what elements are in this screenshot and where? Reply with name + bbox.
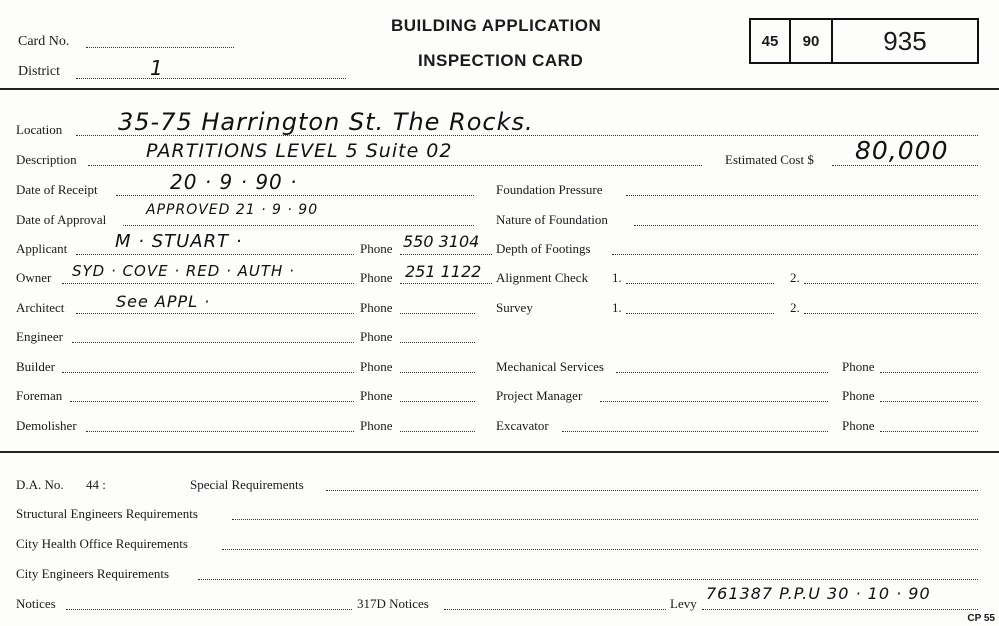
applicant-phone-value: 550 3104 [403, 232, 480, 251]
estimated-cost-label: Estimated Cost $ [725, 152, 814, 167]
levy-line [702, 609, 978, 610]
mechanical-phone-line [880, 372, 978, 373]
district-label: District [18, 64, 60, 79]
excavator-line [562, 431, 828, 432]
engineer-line [72, 342, 354, 343]
owner-phone-label: Phone [360, 270, 393, 285]
card-no-line [86, 47, 234, 48]
survey-1-label: 1. [612, 300, 622, 315]
nature-of-foundation-line [634, 225, 978, 226]
engineer-phone-line [400, 342, 475, 343]
project-manager-line [600, 401, 828, 402]
owner-value: SYD · COVE · RED · AUTH · [72, 262, 295, 280]
depth-of-footings-label: Depth of Footings [496, 241, 591, 256]
excavator-phone-label: Phone [842, 418, 875, 433]
foreman-phone-line [400, 401, 475, 402]
da-no-value: 44 : [86, 477, 106, 492]
health-requirements-label: City Health Office Requirements [16, 536, 188, 551]
levy-label: Levy [670, 596, 697, 611]
box1-value: 45 [761, 32, 779, 50]
survey-2-label: 2. [790, 300, 800, 315]
receipt-line [116, 195, 474, 196]
da-no-label: D.A. No. [16, 477, 64, 492]
survey-1-line [626, 313, 774, 314]
architect-value: See APPL · [116, 292, 211, 311]
engineer-phone-label: Phone [360, 329, 393, 344]
description-value: PARTITIONS LEVEL 5 Suite 02 [146, 140, 453, 162]
excavator-phone-line [880, 431, 978, 432]
architect-phone-line [400, 313, 475, 314]
structural-requirements-line [232, 519, 978, 520]
foreman-phone-label: Phone [360, 388, 393, 403]
owner-label: Owner [16, 270, 52, 285]
demolisher-label: Demolisher [16, 418, 77, 433]
location-label: Location [16, 122, 63, 137]
foundation-pressure-line [626, 195, 978, 196]
location-value: 35-75 Harrington St. The Rocks. [118, 108, 534, 136]
receipt-value: 20 · 9 · 90 · [170, 170, 298, 194]
applicant-line [76, 254, 354, 255]
project-manager-phone-label: Phone [842, 388, 875, 403]
title-line1: BUILDING APPLICATION [391, 16, 602, 35]
mechanical-services-line [616, 372, 828, 373]
engineer-label: Engineer [16, 329, 63, 344]
nature-of-foundation-label: Nature of Foundation [496, 212, 608, 227]
notices-label: Notices [16, 596, 56, 611]
special-requirements-label: Special Requirements [190, 477, 304, 492]
approval-label: Date of Approval [16, 212, 107, 227]
owner-phone-line [400, 283, 492, 284]
description-label: Description [16, 152, 77, 167]
alignment-check-1-label: 1. [612, 270, 622, 285]
applicant-value: M · STUART · [115, 231, 243, 252]
approval-line [123, 225, 474, 226]
excavator-label: Excavator [496, 418, 549, 433]
divider-top [0, 88, 999, 90]
special-requirements-line [326, 490, 978, 491]
applicant-label: Applicant [16, 241, 68, 256]
foundation-pressure-label: Foundation Pressure [496, 182, 603, 197]
divider-bottom [0, 451, 999, 453]
box2-value: 90 [802, 32, 820, 50]
receipt-label: Date of Receipt [16, 182, 98, 197]
depth-of-footings-line [612, 254, 978, 255]
alignment-check-1-line [626, 283, 774, 284]
card-number-box-3 [831, 18, 979, 64]
card-no-label: Card No. [18, 34, 70, 49]
owner-phone-value: 251 1122 [405, 262, 482, 281]
owner-line [62, 283, 354, 284]
notices-317d-line [444, 609, 666, 610]
city-engineers-requirements-label: City Engineers Requirements [16, 566, 170, 581]
levy-value: 761387 P.P.U 30 · 10 · 90 [706, 584, 931, 603]
architect-phone-label: Phone [360, 300, 393, 315]
mechanical-services-label: Mechanical Services [496, 359, 604, 374]
form-code: CP 55 [967, 613, 995, 624]
notices-317d-label: 317D Notices [357, 596, 429, 611]
city-engineers-requirements-line [198, 579, 978, 580]
card-number-box-1 [749, 18, 791, 64]
title-line2: INSPECTION CARD [418, 51, 584, 70]
estimated-cost-line [832, 165, 978, 166]
builder-phone-label: Phone [360, 359, 393, 374]
demolisher-phone-line [400, 431, 475, 432]
alignment-check-2-label: 2. [790, 270, 800, 285]
description-line [88, 165, 702, 166]
mechanical-phone-label: Phone [842, 359, 875, 374]
approval-value: APPROVED 21 · 9 · 90 [146, 202, 319, 218]
builder-phone-line [400, 372, 475, 373]
foreman-label: Foreman [16, 388, 63, 403]
box3-value: 935 [883, 25, 927, 56]
district-line [76, 78, 346, 79]
district-value: 1 [150, 56, 164, 80]
alignment-check-label: Alignment Check [496, 270, 589, 285]
project-manager-phone-line [880, 401, 978, 402]
project-manager-label: Project Manager [496, 388, 583, 403]
notices-line [66, 609, 352, 610]
architect-line [76, 313, 354, 314]
architect-label: Architect [16, 300, 65, 315]
applicant-phone-line [400, 254, 492, 255]
structural-requirements-label: Structural Engineers Requirements [16, 506, 198, 521]
alignment-check-2-line [804, 283, 978, 284]
foreman-line [70, 401, 354, 402]
builder-label: Builder [16, 359, 55, 374]
applicant-phone-label: Phone [360, 241, 393, 256]
demolisher-phone-label: Phone [360, 418, 393, 433]
health-requirements-line [222, 549, 978, 550]
demolisher-line [86, 431, 354, 432]
estimated-cost-value: 80,000 [855, 136, 949, 165]
survey-2-line [804, 313, 978, 314]
builder-line [62, 372, 354, 373]
card-number-box-2 [789, 18, 833, 64]
survey-label: Survey [496, 300, 533, 315]
